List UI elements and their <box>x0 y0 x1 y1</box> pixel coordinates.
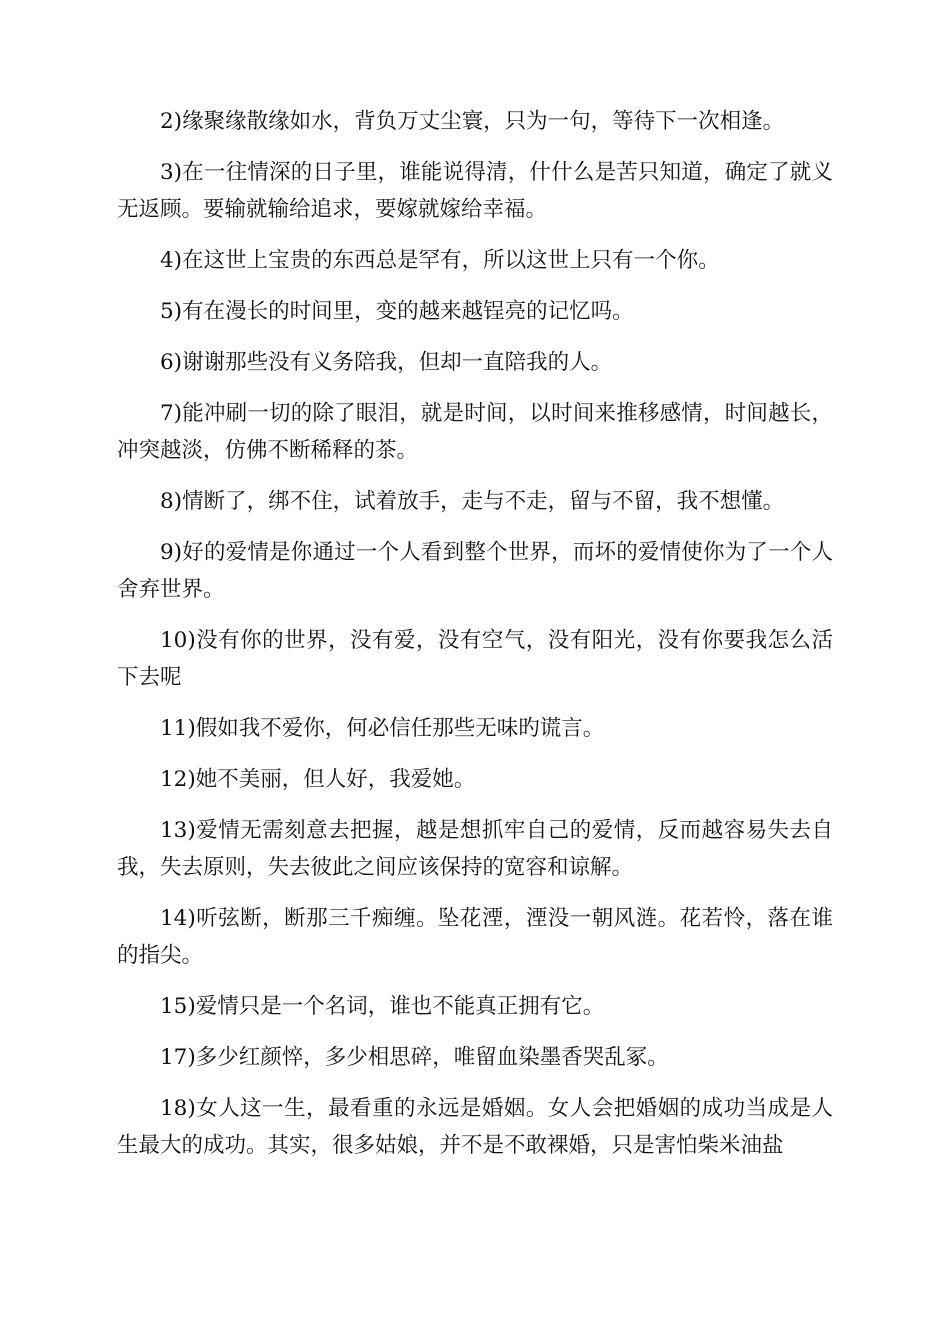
paragraph-4: 4)在这世上宝贵的东西总是罕有，所以这世上只有一个你。 <box>160 248 720 273</box>
paragraph-8: 8)情断了，绑不住，试着放手，走与不走，留与不留，我不想懂。 <box>160 489 785 514</box>
paragraph-18: 18)女人这一生，最看重的永远是婚姻。女人会把婚姻的成功当成是人生最大的成功。其实，很多姑娘，并不是不敢裸婚，只是害怕柴米油盐 <box>117 1096 833 1158</box>
paragraph-2: 2)缘聚缘散缘如水，背负万丈尘寰，只为一句，等待下一次相逢。 <box>160 109 785 134</box>
paragraph-10: 10)没有你的世界，没有爱，没有空气，没有阳光，没有你要我怎么活下去呢 <box>117 628 833 690</box>
paragraph-7: 7)能冲刷一切的除了眼泪，就是时间，以时间来推移感情，时间越长，冲突越淡，仿佛不断稀释的茶。 <box>117 401 833 463</box>
paragraph-11: 11)假如我不爱你，何必信任那些无味旳谎言。 <box>160 716 605 741</box>
paragraph-6: 6)谢谢那些没有义务陪我，但却一直陪我的人。 <box>160 350 613 375</box>
paragraph-14: 14)听弦断，断那三千痴缠。坠花湮，湮没一朝风涟。花若怜，落在谁的指尖。 <box>117 906 833 968</box>
document-body <box>117 103 833 1178</box>
paragraph-15: 15)爱情只是一个名词，谁也不能真正拥有它。 <box>160 994 605 1019</box>
paragraph-17: 17)多少红颜悴，多少相思碎，唯留血染墨香哭乱冢。 <box>160 1045 669 1070</box>
paragraph-3: 3)在一往情深的日子里，谁能说得清，什什么是苦只知道，确定了就义无返顾。要输就输给追求，要嫁就嫁给幸福。 <box>117 160 833 222</box>
paragraph-12: 12)她不美丽，但人好，我爱她。 <box>160 767 476 792</box>
paragraph-13: 13)爱情无需刻意去把握，越是想抓牢自己的爱情，反而越容易失去自我，失去原则，失去彼此之间应该保持的宽容和谅解。 <box>117 818 833 880</box>
paragraph-5: 5)有在漫长的时间里，变的越来越锃亮的记忆吗。 <box>160 299 634 324</box>
paragraph-9: 9)好的爱情是你通过一个人看到整个世界，而坏的爱情使你为了一个人舍弃世界。 <box>117 540 833 602</box>
